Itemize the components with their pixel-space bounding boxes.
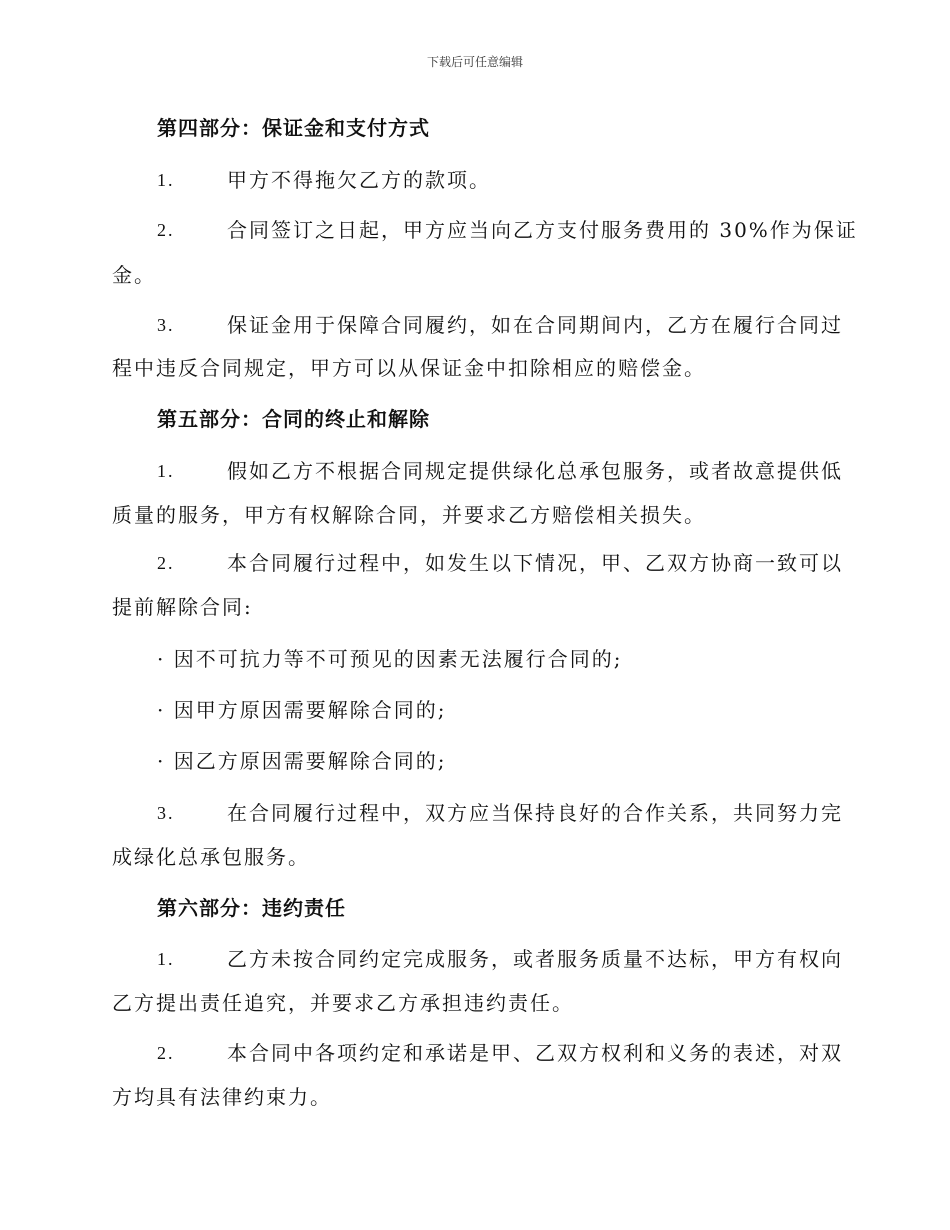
item-text: 保证金用于保障合同履约，如在合同期间内，乙方在履行合同过 xyxy=(227,313,843,337)
item-number: 1. xyxy=(157,461,175,481)
bullet-item: · 因甲方原因需要解除合同的; xyxy=(157,698,447,722)
item-text: 在合同履行过程中，双方应当保持良好的合作关系，共同努力完 xyxy=(227,801,843,825)
section-heading: 第四部分：保证金和支付方式 xyxy=(157,116,430,140)
item-text: 假如乙方不根据合同规定提供绿化总承包服务，或者故意提供低 xyxy=(227,459,843,483)
item-text-continued: 质量的服务，甲方有权解除合同，并要求乙方赔偿相关损失。 xyxy=(112,503,706,527)
item-text: 乙方未按合同约定完成服务，或者服务质量不达标，甲方有权向 xyxy=(227,947,843,971)
bullet-item: · 因不可抗力等不可预见的因素无法履行合同的; xyxy=(157,647,623,671)
item-text: 合同签订之日起，甲方应当向乙方支付服务费用的 30%作为保证 xyxy=(227,218,858,242)
item-number: 2. xyxy=(157,220,175,240)
item-text: 本合同履行过程中，如发生以下情况，甲、乙双方协商一致可以 xyxy=(227,551,843,575)
item-text-continued: 乙方提出责任追究，并要求乙方承担违约责任。 xyxy=(112,991,574,1015)
item-number: 2. xyxy=(157,553,175,573)
item-number: 3. xyxy=(157,315,175,335)
item-number: 3. xyxy=(157,803,175,823)
section-heading: 第五部分：合同的终止和解除 xyxy=(157,407,430,431)
item-text: 甲方不得拖欠乙方的款项。 xyxy=(227,168,491,192)
item-number: 1. xyxy=(157,170,175,190)
item-number: 1. xyxy=(157,949,175,969)
item-text-continued: 程中违反合同规定，甲方可以从保证金中扣除相应的赔偿金。 xyxy=(112,356,706,380)
item-text-continued: 提前解除合同: xyxy=(112,595,253,619)
page-header: 下载后可任意编辑 xyxy=(426,55,523,69)
item-text-continued: 方均具有法律约束力。 xyxy=(112,1085,332,1109)
item-number: 2. xyxy=(157,1043,175,1063)
item-text-continued: 金。 xyxy=(112,263,156,287)
item-text: 本合同中各项约定和承诺是甲、乙双方权利和义务的表述，对双 xyxy=(227,1041,843,1065)
item-text-continued: 成绿化总承包服务。 xyxy=(112,845,310,869)
section-heading: 第六部分：违约责任 xyxy=(157,896,346,920)
bullet-item: · 因乙方原因需要解除合同的; xyxy=(157,749,447,773)
